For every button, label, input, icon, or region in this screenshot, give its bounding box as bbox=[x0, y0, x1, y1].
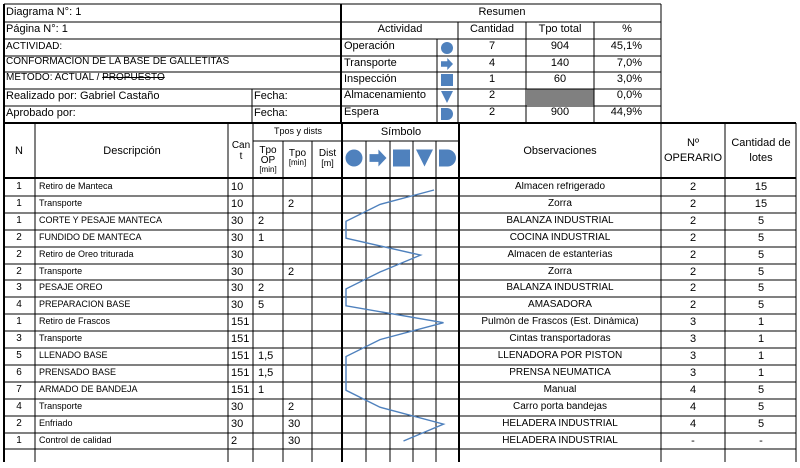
lots-line1: Cantidad de bbox=[731, 137, 791, 149]
lots-line2: lotes bbox=[749, 152, 773, 164]
row-operator: 3 bbox=[689, 368, 697, 379]
row-time: 2 bbox=[288, 402, 295, 413]
row-description: ARMADO DE BANDEJA bbox=[39, 385, 138, 394]
summary-percent: 3,0% bbox=[616, 74, 642, 85]
distance-line2: [m] bbox=[321, 157, 334, 168]
header-d-shape-icon bbox=[439, 150, 456, 167]
row-observation: Cintas transportadoras bbox=[509, 334, 611, 344]
row-observation: Almacen de estanterías bbox=[507, 250, 613, 260]
row-operator: 2 bbox=[689, 250, 697, 261]
row-lots: 1 bbox=[757, 334, 765, 345]
row-number: 3 bbox=[16, 283, 22, 293]
row-number: 1 bbox=[16, 216, 22, 226]
row-operator: 3 bbox=[689, 317, 697, 328]
summary-quantity: 2 bbox=[488, 107, 496, 118]
time-line2: [min] bbox=[288, 158, 307, 167]
summary-activity-name: Operación bbox=[344, 41, 395, 52]
row-operator: 2 bbox=[689, 283, 697, 294]
method-struck: PROPUESTO bbox=[102, 73, 165, 83]
row-description: Control de calidad bbox=[39, 436, 112, 445]
row-number: 2 bbox=[16, 233, 22, 243]
row-quantity: 10 bbox=[231, 182, 244, 193]
row-description: FUNDIDO DE MANTECA bbox=[39, 233, 142, 242]
summary-percent: 44,9% bbox=[610, 107, 642, 118]
row-description: Transporte bbox=[39, 402, 83, 411]
row-lots: 5 bbox=[757, 267, 765, 278]
summary-total-time: 900 bbox=[550, 107, 570, 118]
row-operator: 2 bbox=[689, 199, 697, 210]
row-lots: 15 bbox=[754, 182, 768, 193]
op-time-line1: Tpo bbox=[259, 145, 277, 156]
row-quantity: 151 bbox=[231, 334, 250, 345]
row-observation: HELADERA INDUSTRIAL bbox=[502, 419, 618, 429]
col-header-n: N bbox=[15, 144, 23, 157]
row-description: Transporte bbox=[39, 267, 83, 276]
summary-circle-icon bbox=[441, 42, 453, 54]
row-time: 30 bbox=[288, 419, 301, 430]
row-op-time: 2 bbox=[258, 216, 265, 227]
summary-d-shape-icon bbox=[441, 108, 453, 120]
row-description: Transporte bbox=[39, 334, 83, 343]
activity-value: CONFORMACIÓN DE LA BASE DE GALLETITAS bbox=[6, 57, 230, 67]
row-quantity: 30 bbox=[231, 233, 244, 244]
row-quantity: 30 bbox=[231, 300, 244, 311]
row-number: 4 bbox=[16, 402, 22, 412]
approved-by: Aprobado por: bbox=[6, 108, 76, 119]
row-operator: 4 bbox=[689, 385, 697, 396]
row-number: 6 bbox=[16, 368, 22, 378]
row-number: 1 bbox=[16, 182, 22, 192]
row-operator: 4 bbox=[689, 419, 697, 430]
row-description: PREPARACIÓN BASE bbox=[39, 300, 131, 309]
row-lots: 5 bbox=[757, 402, 765, 413]
row-number: 2 bbox=[16, 419, 22, 429]
quantity-header-line1: Can bbox=[231, 139, 251, 151]
row-observation: Manual bbox=[543, 385, 577, 395]
operator-line1: Nº bbox=[687, 137, 699, 149]
summary-col-percent: % bbox=[622, 24, 632, 35]
row-description: Transporte bbox=[39, 199, 83, 208]
row-lots: 5 bbox=[757, 233, 765, 244]
row-number: 1 bbox=[16, 317, 22, 327]
row-observation: BALANZA INDUSTRIAL bbox=[506, 283, 614, 293]
summary-activity-name: Almacenamiento bbox=[344, 90, 426, 101]
row-quantity: 30 bbox=[231, 250, 244, 261]
row-lots: 5 bbox=[757, 385, 765, 396]
row-op-time: 5 bbox=[258, 300, 265, 311]
summary-arrow-icon bbox=[441, 58, 453, 70]
row-operator: 2 bbox=[689, 216, 697, 227]
summary-total-time: 140 bbox=[550, 58, 570, 69]
op-time-line3: [min] bbox=[259, 165, 277, 174]
summary-quantity: 1 bbox=[488, 74, 496, 85]
row-op-time: 1,5 bbox=[258, 368, 274, 379]
row-description: Retiro de Frascos bbox=[39, 317, 111, 326]
summary-percent: 45,1% bbox=[610, 41, 642, 52]
method-prefix: METODO: ACTUAL / bbox=[6, 73, 103, 83]
summary-col-quantity: Cantidad bbox=[469, 24, 515, 35]
activity-label: ACTIVIDAD: bbox=[6, 42, 63, 52]
row-operator: 3 bbox=[689, 351, 697, 362]
made-by: Realizado por: Gabriel Castaño bbox=[6, 91, 160, 102]
row-lots: 15 bbox=[754, 199, 768, 210]
row-lots: - bbox=[759, 436, 763, 447]
row-op-time: 1 bbox=[258, 233, 265, 244]
summary-title: Resumen bbox=[478, 7, 526, 18]
page-number: Página N°: 1 bbox=[6, 24, 68, 35]
row-lots: 5 bbox=[757, 216, 765, 227]
row-operator: 2 bbox=[689, 182, 697, 193]
row-time: 2 bbox=[288, 199, 295, 210]
summary-quantity: 7 bbox=[488, 41, 496, 52]
row-description: PESAJE OREO bbox=[39, 283, 103, 292]
flow-path-line bbox=[346, 190, 444, 441]
col-header-symbol: Símbolo bbox=[380, 127, 422, 138]
date-label-1: Fecha: bbox=[254, 91, 288, 102]
row-operator: 3 bbox=[689, 334, 697, 345]
summary-col-time: Tpo total bbox=[538, 24, 582, 35]
row-observation: Carro porta bandejas bbox=[513, 402, 607, 412]
row-description: Enfriado bbox=[39, 419, 73, 428]
row-quantity: 30 bbox=[231, 402, 244, 413]
col-header-times-distances: Tpos y dists bbox=[273, 127, 322, 136]
row-number: 5 bbox=[16, 351, 22, 361]
summary-triangle-icon bbox=[441, 91, 453, 103]
row-number: 2 bbox=[16, 267, 22, 277]
row-observation: PRENSA NEUMATICA bbox=[509, 368, 611, 378]
row-op-time: 1,5 bbox=[258, 351, 274, 362]
row-description: PRENSADO BASE bbox=[39, 368, 117, 377]
col-header-observations: Observaciones bbox=[523, 144, 597, 157]
row-operator: 4 bbox=[689, 402, 697, 413]
row-lots: 5 bbox=[757, 250, 765, 261]
row-op-time: 1 bbox=[258, 385, 265, 396]
row-observation: COCINA INDUSTRIAL bbox=[509, 233, 611, 243]
row-observation: Zorra bbox=[548, 199, 572, 209]
row-quantity: 10 bbox=[231, 199, 244, 210]
summary-quantity: 4 bbox=[488, 58, 496, 69]
row-number: 7 bbox=[16, 385, 22, 395]
row-lots: 5 bbox=[757, 419, 765, 430]
row-quantity: 30 bbox=[231, 267, 244, 278]
row-observation: LLENADORA POR PISTÓN bbox=[497, 351, 623, 361]
row-time: 30 bbox=[288, 436, 301, 447]
row-description: LLENADO BASE bbox=[39, 351, 108, 360]
header-square-icon bbox=[393, 150, 410, 167]
summary-activity-name: Transporte bbox=[344, 58, 397, 69]
summary-quantity: 2 bbox=[488, 90, 496, 101]
summary-percent: 0,0% bbox=[616, 90, 642, 101]
row-observation: AMASADORA bbox=[528, 300, 592, 310]
row-time: 2 bbox=[288, 267, 295, 278]
col-header-description: Descripción bbox=[103, 144, 161, 157]
row-observation: Zorra bbox=[548, 267, 572, 277]
row-operator: 2 bbox=[689, 300, 697, 311]
row-description: Retiro de Oreo triturada bbox=[39, 250, 134, 259]
row-quantity: 30 bbox=[231, 283, 244, 294]
summary-total-time: 60 bbox=[553, 74, 567, 85]
summary-col-activity: Actividad bbox=[377, 24, 423, 35]
row-lots: 1 bbox=[757, 368, 765, 379]
row-quantity: 151 bbox=[231, 385, 250, 396]
row-number: 2 bbox=[16, 250, 22, 260]
row-observation: HELADERA INDUSTRIAL bbox=[502, 436, 618, 446]
quantity-header-line2: t bbox=[239, 150, 243, 162]
row-operator: 2 bbox=[689, 233, 697, 244]
row-number: 4 bbox=[16, 300, 22, 310]
row-op-time: 2 bbox=[258, 283, 265, 294]
row-quantity: 151 bbox=[231, 317, 250, 328]
header-arrow-icon bbox=[370, 150, 387, 167]
operator-line2: OPERARIO bbox=[663, 152, 723, 164]
summary-activity-name: Inspección bbox=[344, 74, 397, 85]
distance-line1: Dist bbox=[318, 147, 337, 159]
time-line1: Tpo bbox=[288, 148, 307, 159]
row-description: Retiro de Manteca bbox=[39, 182, 113, 191]
row-number: 3 bbox=[16, 334, 22, 344]
row-quantity: 151 bbox=[231, 351, 250, 362]
row-quantity: 151 bbox=[231, 368, 250, 379]
row-operator: - bbox=[691, 436, 695, 447]
summary-total-time: 904 bbox=[550, 41, 570, 52]
row-operator: 2 bbox=[689, 267, 697, 278]
row-lots: 1 bbox=[757, 351, 765, 362]
header-circle-icon bbox=[346, 150, 363, 167]
row-observation: Almacen refrigerado bbox=[514, 182, 606, 192]
row-number: 1 bbox=[16, 199, 22, 209]
summary-square-icon bbox=[441, 74, 453, 86]
op-time-line2: OP bbox=[260, 155, 276, 166]
row-quantity: 30 bbox=[231, 419, 244, 430]
header-triangle-icon bbox=[416, 150, 433, 167]
row-number: 1 bbox=[16, 436, 22, 446]
summary-activity-name: Espera bbox=[344, 107, 379, 118]
summary-percent: 7,0% bbox=[616, 58, 642, 69]
row-observation: Pulmón de Frascos (Est. Dinámica) bbox=[481, 317, 639, 327]
row-lots: 5 bbox=[757, 283, 765, 294]
row-lots: 5 bbox=[757, 300, 765, 311]
row-lots: 1 bbox=[757, 317, 765, 328]
diagram-number: Diagrama N°: 1 bbox=[6, 7, 82, 18]
row-observation: BALANZA INDUSTRIAL bbox=[506, 216, 614, 226]
date-label-2: Fecha: bbox=[254, 108, 288, 119]
row-quantity: 2 bbox=[231, 436, 238, 447]
row-quantity: 30 bbox=[231, 216, 244, 227]
row-description: CORTE Y PESAJE MANTECA bbox=[39, 216, 163, 225]
